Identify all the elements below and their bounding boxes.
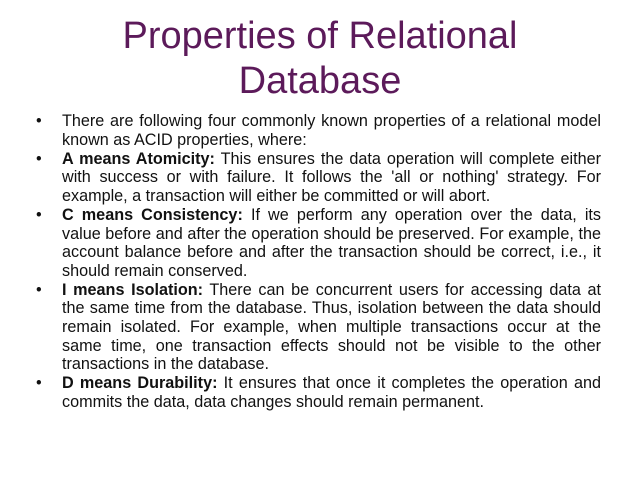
bullet-durability-text: It ensures that once it completes the operation and commits the data, data changes should remain permanent.: [62, 374, 601, 411]
bullet-atomicity-text: This ensures the data operation will complete either with success or with failure. It follows the 'all or nothing' strategy. For example, a transaction will either be committed or will abort.: [62, 149, 601, 205]
bullet-intro: [36, 112, 601, 149]
slide-title: [60, 14, 580, 104]
bullet-atomicity: [36, 150, 601, 206]
bullet-atomicity-term: A means Atomicity:: [62, 149, 215, 168]
bullet-consistency-term: C means Consistency:: [62, 205, 243, 224]
bullet-list: [36, 112, 601, 412]
bullet-durability-term: D means Durability:: [62, 374, 218, 393]
slide-title-line-2: Database: [238, 60, 402, 102]
bullet-dot: •: [36, 374, 42, 393]
slide-title-line-1: Properties of Relational: [122, 15, 518, 57]
bullet-dot: •: [36, 280, 42, 299]
bullet-isolation-term: I means Isolation:: [62, 280, 204, 299]
bullet-isolation: [36, 281, 601, 374]
bullet-intro-text: There are following four commonly known properties of a relational model known as ACID properties, where:: [62, 112, 601, 149]
bullet-isolation-text: There can be concurrent users for accessing data at the same time from the database. Thus, isolation between the data should remain isolated. For example, when multiple transactions occur at the same time, one transaction effects should not be visible to the other transactions in the database.: [62, 280, 601, 374]
bullet-dot: •: [36, 149, 42, 168]
bullet-durability: [36, 374, 601, 411]
bullet-dot: •: [36, 112, 42, 130]
bullet-consistency-text: If we perform any operation over the data, its value before and after the operation should be preserved. For example, the account balance before and after the transaction should be correct, i.e., it should remain conserved.: [62, 205, 602, 280]
bullet-dot: •: [36, 205, 42, 224]
bullet-consistency: [36, 206, 601, 280]
